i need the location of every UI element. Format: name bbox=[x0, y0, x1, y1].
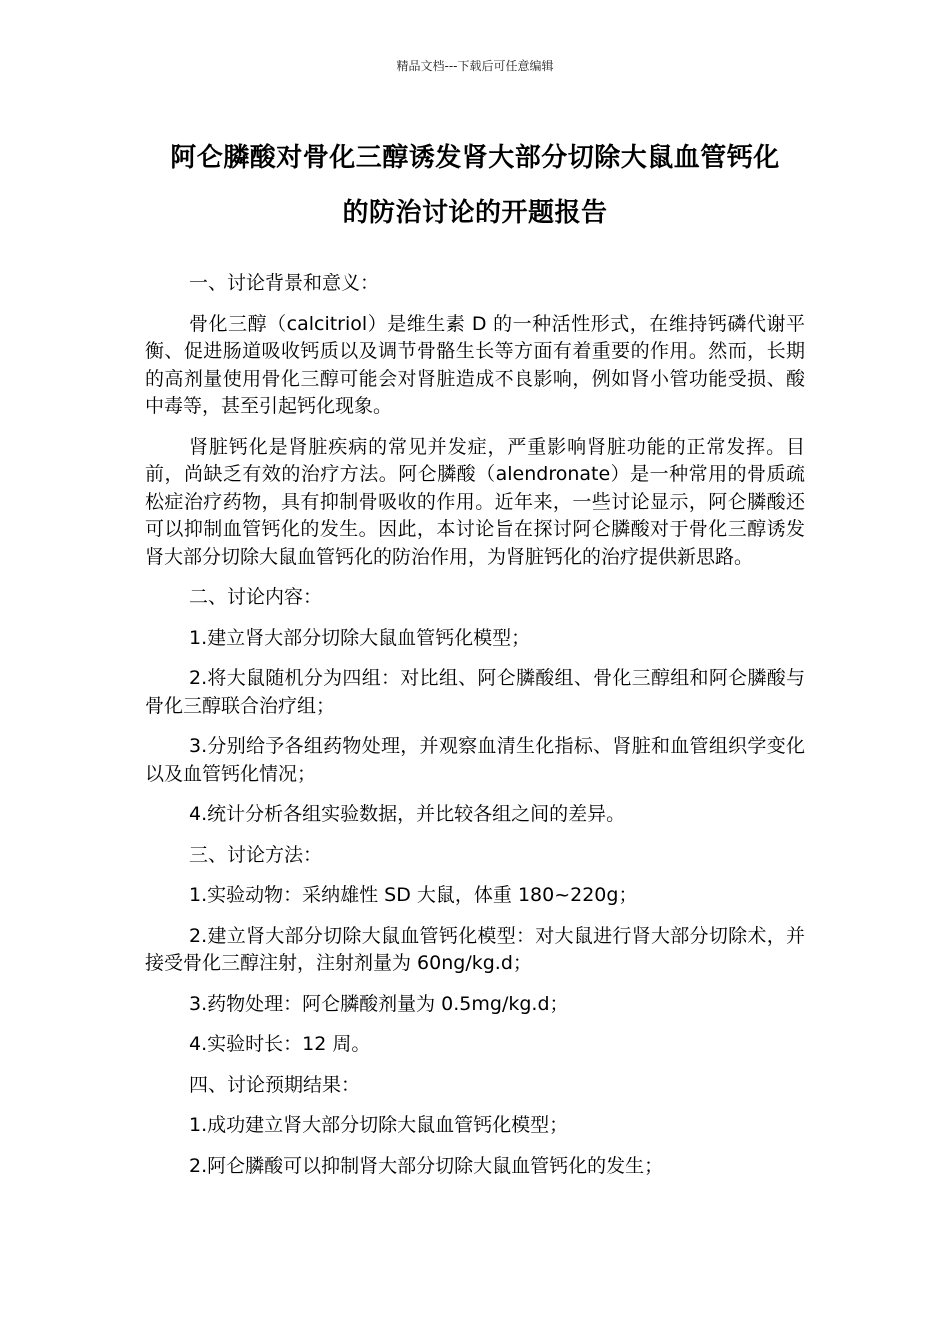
result-item-1: 1.成功建立肾大部分切除大鼠血管钙化模型； bbox=[189, 1114, 569, 1136]
content-item-2: 2.将大鼠随机分为四组：对比组、阿仑膦酸组、骨化三醇组和阿仑膦酸与骨化三醇联合治疗组； bbox=[145, 667, 805, 717]
document-body bbox=[145, 270, 805, 1193]
section-heading-expected-results: 四、讨论预期结果： bbox=[189, 1073, 361, 1096]
method-item-2: 2.建立肾大部分切除大鼠血管钙化模型：对大鼠进行肾大部分切除术，并接受骨化三醇注射，注射剂量为 60ng/kg.d； bbox=[145, 924, 805, 974]
method-item-4: 4.实验时长：12 周。 bbox=[189, 1033, 371, 1055]
paragraph-calcitriol: 骨化三醇（calcitriol）是维生素 D 的一种活性形式，在维持钙磷代谢平衡、促进肠道吸收钙质以及调节骨骼生长等方面有着重要的作用。然而，长期的高剂量使用骨化三醇可能会对肾脏造成不良影响，例如肾小管功能受损、酸中毒等，甚至引起钙化现象。 bbox=[145, 312, 805, 417]
content-item-4: 4.统计分析各组实验数据，并比较各组之间的差异。 bbox=[189, 803, 626, 825]
content-item-1: 1.建立肾大部分切除大鼠血管钙化模型； bbox=[189, 626, 531, 649]
document-title bbox=[140, 131, 810, 241]
method-item-1: 1.实验动物：采纳雄性 SD 大鼠，体重 180~220g； bbox=[189, 884, 638, 906]
content-item-3: 3.分别给予各组药物处理，并观察血清生化指标、肾脏和血管组织学变化以及血管钙化情况； bbox=[145, 735, 805, 785]
header-note: 精品文档---下载后可任意编辑 bbox=[396, 59, 554, 73]
section-heading-content: 二、讨论内容： bbox=[189, 586, 323, 608]
method-item-3: 3.药物处理：阿仑膦酸剂量为 0.5mg/kg.d； bbox=[189, 992, 569, 1015]
section-heading-background: 一、讨论背景和意义： bbox=[189, 272, 380, 294]
result-item-2: 2.阿仑膦酸可以抑制肾大部分切除大鼠血管钙化的发生； bbox=[189, 1154, 664, 1177]
title-line-1: 阿仑膦酸对骨化三醇诱发肾大部分切除大鼠血管钙化 bbox=[170, 143, 780, 173]
paragraph-renal-calcification: 肾脏钙化是肾脏疾病的常见并发症，严重影响肾脏功能的正常发挥。目前，尚缺乏有效的治疗方法。阿仑膦酸（alendronate）是一种常用的骨质疏松症治疗药物，具有抑制骨吸收的作用。近年来，一些讨论显示，阿仑膦酸还可以抑制血管钙化的发生。因此，本讨论旨在探讨阿仑膦酸对于骨化三醇诱发肾大部分切除大鼠血管钙化的防治作用，为肾脏钙化的治疗提供新思路。 bbox=[145, 435, 805, 568]
section-heading-methods: 三、讨论方法： bbox=[189, 843, 323, 866]
title-line-2: 的防治讨论的开题报告 bbox=[342, 198, 608, 228]
